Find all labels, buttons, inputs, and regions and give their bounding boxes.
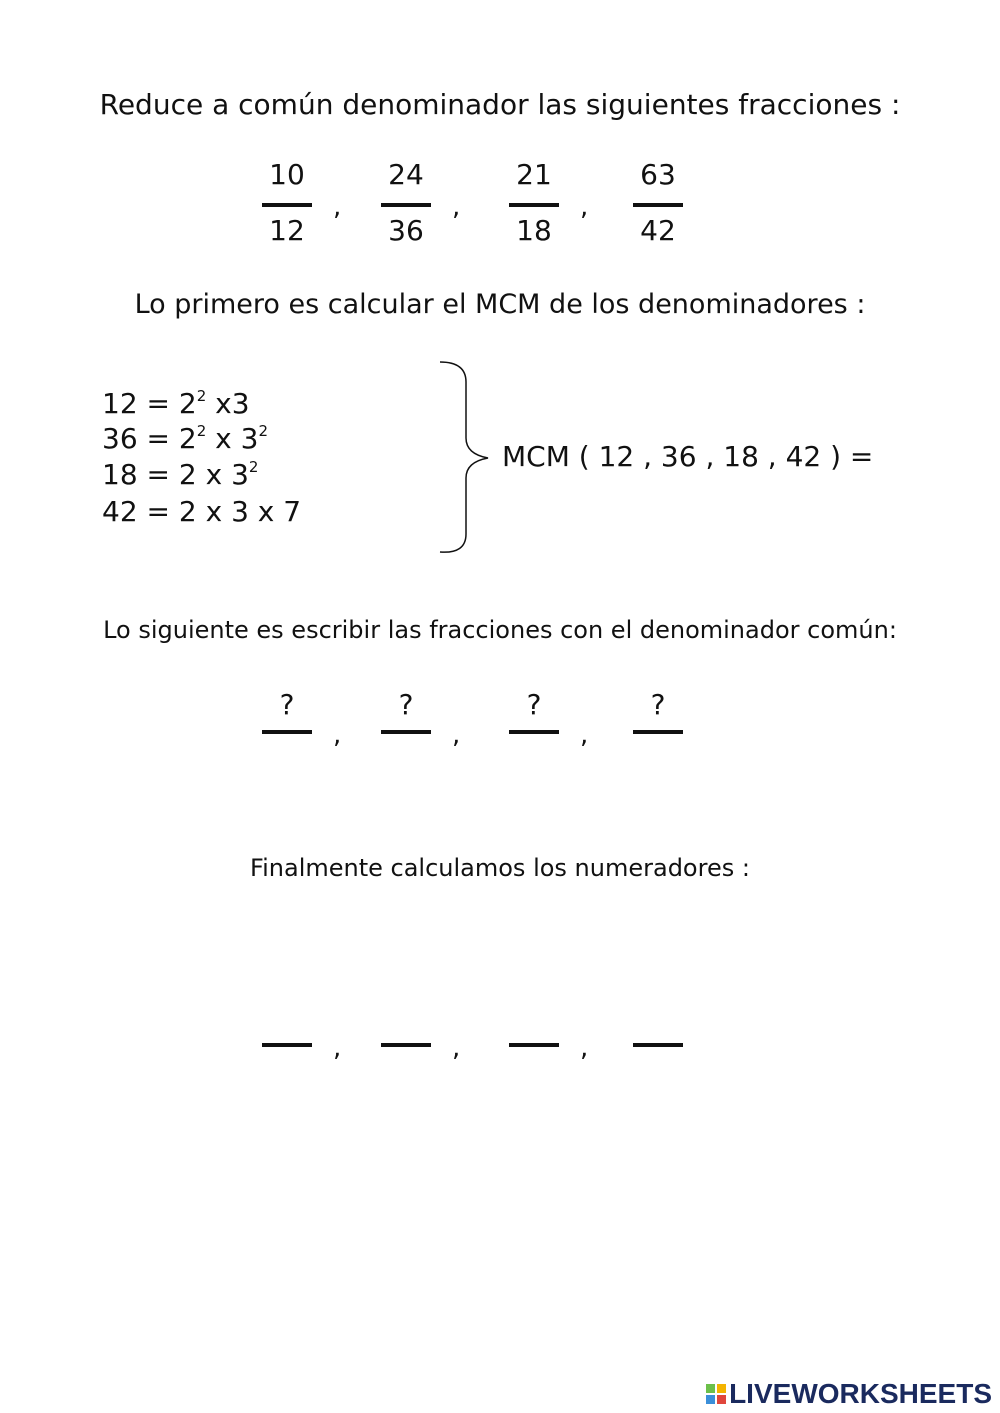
blank-fraction-2[interactable]: [381, 1040, 431, 1050]
fraction-bar: [509, 730, 559, 734]
factorization-text: 36 = 2: [102, 422, 197, 455]
exponent: 2: [258, 422, 268, 440]
separator-comma: ,: [580, 1033, 589, 1063]
exponent: 2: [196, 387, 207, 405]
unknown-numerator: ?: [279, 688, 295, 721]
fraction-denominator: 42: [640, 214, 676, 247]
factorization-36: [102, 421, 268, 457]
fraction-bar: [381, 1043, 431, 1047]
fraction-bar: [381, 203, 431, 207]
separator-comma: ,: [580, 720, 589, 750]
fraction-4: [633, 158, 683, 248]
fraction-1: [262, 158, 312, 248]
mcm-heading: Lo primero es calcular el MCM de los denominadores :: [134, 289, 866, 320]
blank-fraction-3[interactable]: [509, 1040, 559, 1050]
separator-comma: ,: [452, 1033, 461, 1063]
unknown-numerator: ?: [398, 688, 414, 721]
instruction-heading: Reduce a común denominador las siguientes fracciones :: [99, 88, 901, 121]
factorization-text: 12 = 2: [102, 387, 197, 420]
factorization-text: x 3: [206, 422, 259, 455]
fraction-bar: [381, 730, 431, 734]
separator-comma: ,: [452, 720, 461, 750]
factorization-12: [102, 386, 250, 422]
factorization-text: x3: [206, 387, 250, 420]
mcm-expression: MCM ( 12 , 36 , 18 , 42 ) =: [502, 440, 874, 473]
unknown-numerator: ?: [650, 688, 666, 721]
unknown-fraction-3: [509, 688, 559, 738]
fraction-bar: [262, 1043, 312, 1047]
factorization-18: [102, 457, 258, 493]
liveworksheets-logo: [705, 1378, 992, 1410]
logo-mark-icon: [705, 1383, 727, 1405]
fraction-numerator: 24: [388, 158, 424, 191]
fraction-denominator: 18: [516, 214, 552, 247]
unknown-fraction-4: [633, 688, 683, 738]
logo-text: LIVEWORKSHEETS: [729, 1378, 992, 1409]
fraction-numerator: 21: [516, 158, 552, 191]
numerators-heading: Finalmente calculamos los numeradores :: [250, 854, 750, 882]
fraction-denominator: 36: [388, 214, 424, 247]
factorization-text: 42 = 2 x 3 x 7: [102, 495, 302, 528]
fraction-bar: [509, 203, 559, 207]
fraction-denominator: 12: [269, 214, 305, 247]
separator-comma: ,: [333, 192, 342, 222]
fraction-numerator: 63: [640, 158, 676, 191]
fraction-bar: [262, 203, 312, 207]
common-denominator-heading: Lo siguiente es escribir las fracciones con el denominador común:: [103, 616, 897, 644]
fraction-bar: [262, 730, 312, 734]
fraction-bar: [633, 730, 683, 734]
unknown-fraction-1: [262, 688, 312, 738]
exponent: 2: [248, 458, 259, 476]
fraction-numerator: 10: [269, 158, 305, 191]
curly-brace: [438, 360, 498, 556]
fraction-bar: [633, 203, 683, 207]
unknown-fraction-2: [381, 688, 431, 738]
factorization-text: 18 = 2 x 3: [102, 458, 249, 491]
separator-comma: ,: [452, 192, 461, 222]
fraction-3: [509, 158, 559, 248]
separator-comma: ,: [580, 192, 589, 222]
separator-comma: ,: [333, 720, 342, 750]
blank-fraction-1[interactable]: [262, 1040, 312, 1050]
factorization-42: [102, 494, 301, 530]
separator-comma: ,: [333, 1033, 342, 1063]
blank-fraction-4[interactable]: [633, 1040, 683, 1050]
exponent: 2: [196, 422, 207, 440]
fraction-bar: [509, 1043, 559, 1047]
fraction-2: [381, 158, 431, 248]
unknown-numerator: ?: [526, 688, 542, 721]
fraction-bar: [633, 1043, 683, 1047]
